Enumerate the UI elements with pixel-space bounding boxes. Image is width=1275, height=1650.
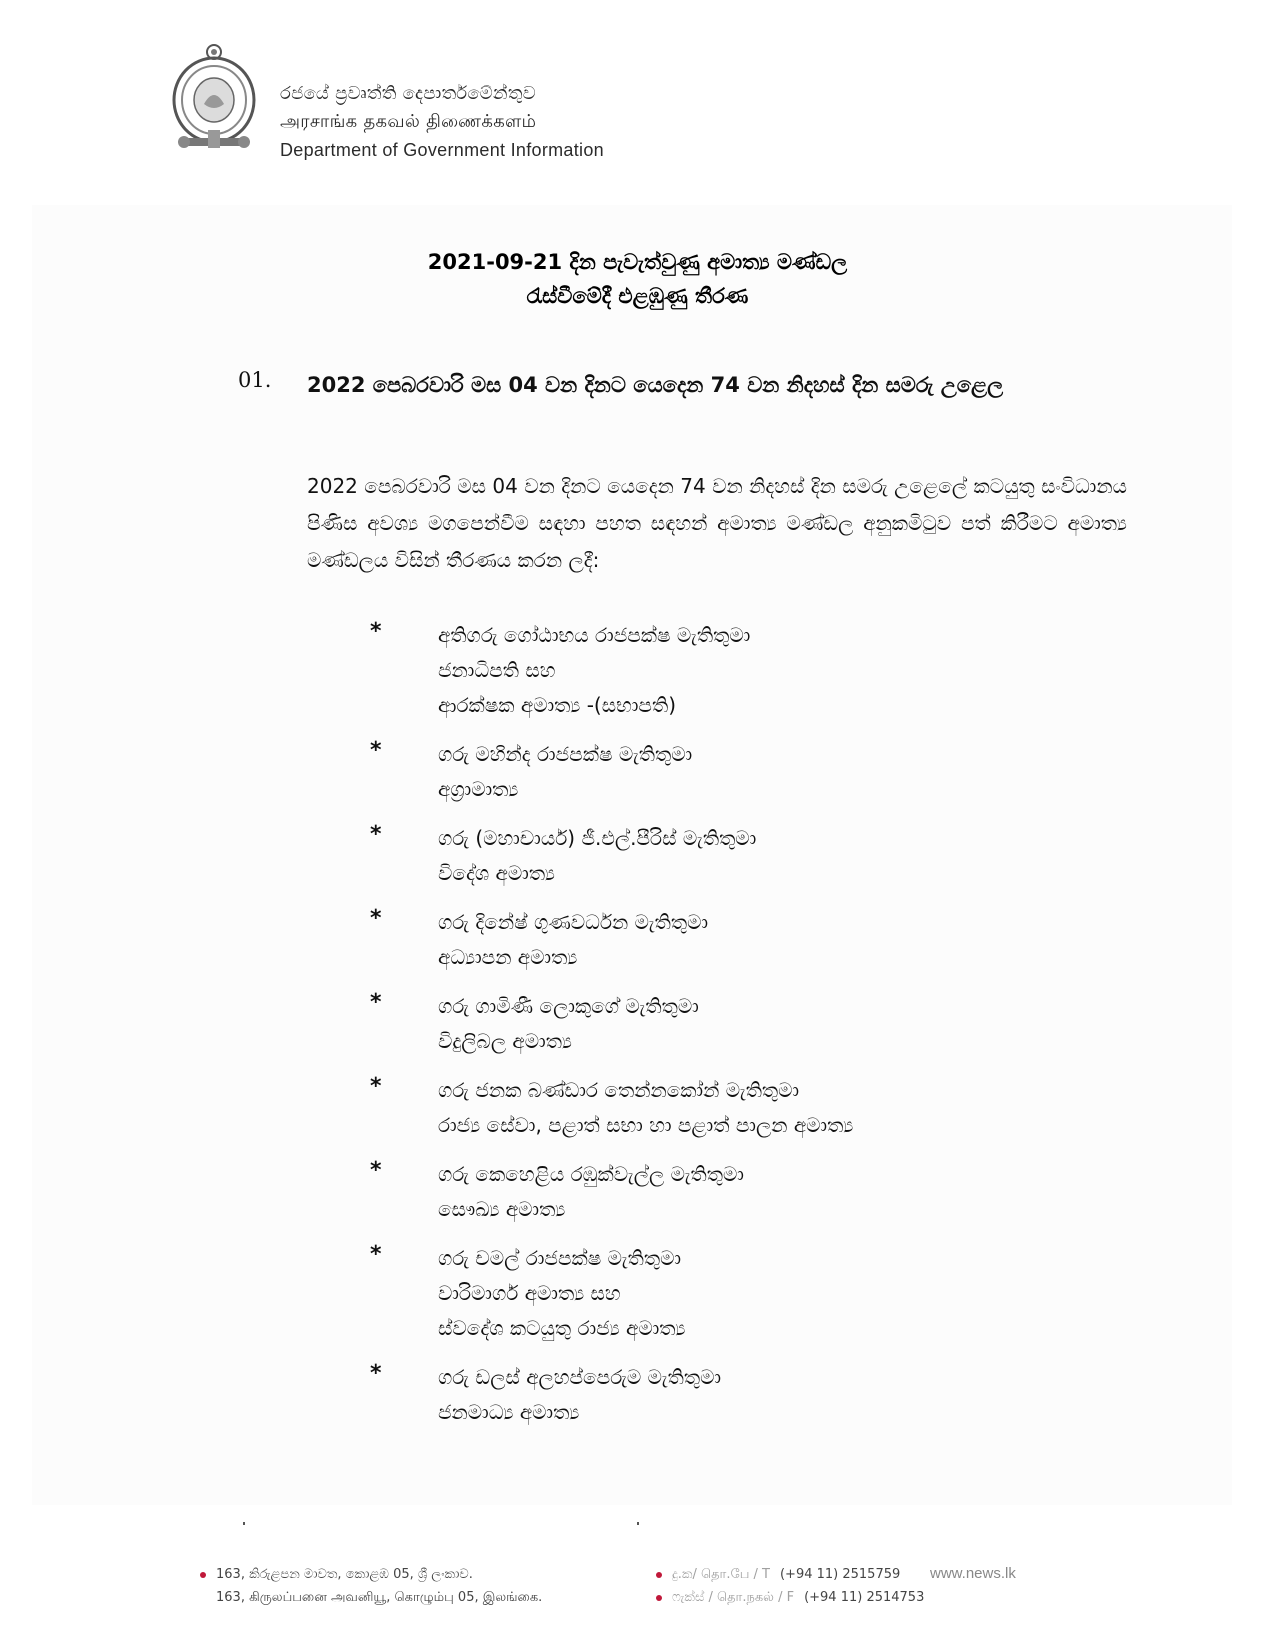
member-portfolio: ජනාධිපති සහ bbox=[438, 658, 556, 682]
list-item bbox=[370, 821, 1130, 891]
asterisk-bullet-icon: * bbox=[370, 822, 382, 847]
dept-name-english: Department of Government Information bbox=[280, 140, 604, 160]
list-item bbox=[370, 1241, 1130, 1346]
member-portfolio: වාරිමාර්ග අමාත්‍ය සහ bbox=[438, 1281, 621, 1305]
member-portfolio: අධ්‍යාපන අමාත්‍ය bbox=[438, 945, 578, 969]
member-name: ගරු මහින්ද රාජපක්ෂ මැතිතුමා bbox=[438, 742, 693, 766]
member-name: ගරු දිනේෂ් ගුණවර්ධන මැතිතුමා bbox=[438, 910, 709, 934]
asterisk-bullet-icon: * bbox=[370, 738, 382, 763]
committee-members-list bbox=[370, 618, 1130, 1430]
list-item bbox=[370, 618, 1130, 723]
list-item bbox=[370, 1073, 1130, 1143]
member-name: ගරු ජනක බණ්ඩාර තෙන්නකෝන් මැතිතුමා bbox=[438, 1078, 800, 1102]
asterisk-bullet-icon: * bbox=[370, 1158, 382, 1183]
member-portfolio: සෞඛ්‍ය අමාත්‍ය bbox=[438, 1197, 566, 1221]
dept-name-sinhala: රජයේ ප්‍රවෘත්ති දෙපාර්තමේන්තුව bbox=[280, 83, 537, 104]
fax-line: ෆැක්ස් / தொ.நகல் / F (+94 11) 2514753 bbox=[656, 1586, 924, 1609]
sri-lanka-emblem-icon bbox=[168, 42, 260, 154]
title-line-1: 2021-09-21 දින පැවැත්වුණු අමාත්‍ය මණ්ඩල bbox=[427, 250, 848, 274]
title-line-2: රැස්වීමේදී එළඹුණු තීරණ bbox=[526, 284, 749, 308]
asterisk-bullet-icon: * bbox=[370, 906, 382, 931]
website-link[interactable]: www.news.lk bbox=[930, 1565, 1016, 1582]
member-name: ගරු (මහාචාර්ය) ජී.එල්.පීරිස් මැතිතුමා bbox=[438, 826, 757, 850]
bullet-dot-icon bbox=[200, 1572, 206, 1578]
list-item bbox=[370, 989, 1130, 1059]
document-title bbox=[0, 245, 1275, 313]
item-heading: 2022 පෙබරවාරි මස 04 වන දිනට යෙදෙන 74 වන නිදහස් දින සමරු උළෙල bbox=[307, 373, 1004, 397]
member-portfolio: ස්වදේශ කටයුතු රාජ්‍ය අමාත්‍ය bbox=[438, 1316, 686, 1340]
bullet-dot-icon bbox=[656, 1595, 662, 1601]
item-number: 01. bbox=[238, 368, 272, 392]
member-portfolio: විදුලිබල අමාත්‍ය bbox=[438, 1029, 572, 1053]
dept-name-tamil: அரசாங்க தகவல் திணைக்களம் bbox=[280, 111, 537, 132]
asterisk-bullet-icon: * bbox=[370, 1242, 382, 1267]
member-portfolio: ජනමාධ්‍ය අමාත්‍ය bbox=[438, 1400, 580, 1424]
member-name: ගරු කෙහෙළිය රඹුක්වැල්ල මැතිතුමා bbox=[438, 1162, 744, 1186]
member-name: ගරු ඩලස් අලහප්පෙරුම මැතිතුමා bbox=[438, 1365, 722, 1389]
list-item bbox=[370, 1360, 1130, 1430]
member-name: ගරු චමල් රාජපක්ෂ මැතිතුමා bbox=[438, 1246, 682, 1270]
member-portfolio: රාජ්‍ය සේවා, පළාත් සභා හා පළාත් පාලන අමාත්‍ය bbox=[438, 1113, 854, 1137]
member-portfolio: අග්‍රාමාත්‍ය bbox=[438, 777, 519, 801]
list-item bbox=[370, 1157, 1130, 1227]
bullet-dot-icon bbox=[656, 1572, 662, 1578]
asterisk-bullet-icon: * bbox=[370, 619, 382, 644]
letterhead bbox=[168, 42, 688, 162]
member-name: ගරු ගාමිණී ලොකුගේ මැතිතුමා bbox=[438, 994, 699, 1018]
member-name: අතිගරු ගෝඨාභය රාජපක්ෂ මැතිතුමා bbox=[438, 623, 751, 647]
asterisk-bullet-icon: * bbox=[370, 1361, 382, 1386]
footer bbox=[0, 1555, 1275, 1650]
member-portfolio: ආරක්ෂක අමාත්‍ය -(සභාපති) bbox=[438, 693, 677, 717]
scan-mark bbox=[637, 1522, 639, 1525]
phone-line: දු.ක/ தொ.பே / T (+94 11) 2515759 bbox=[656, 1563, 924, 1586]
scan-mark bbox=[243, 1522, 245, 1525]
list-item bbox=[370, 737, 1130, 807]
list-item bbox=[370, 905, 1130, 975]
asterisk-bullet-icon: * bbox=[370, 1074, 382, 1099]
decision-paragraph: 2022 පෙබරවාරි මස 04 වන දිනට යෙදෙන 74 වන නිදහස් දින සමරු උළෙලේ කටයුතු සංවිධානය පිණිස අවශ්‍ය මගපෙන්වීම සඳහා පහත සඳහන් අමාත්‍ය මණ්ඩල අනුකමිටුව පත් කිරීමට අමාත්‍ය මණ්ඩලය විසින් තීරණය කරන ලදී: bbox=[307, 474, 1127, 572]
asterisk-bullet-icon: * bbox=[370, 990, 382, 1015]
address-tamil: 163, கிருலப்பனை அவனியூ, கொழும்பு 05, இலங்கை. bbox=[216, 1590, 543, 1605]
address-sinhala: 163, කිරුළපන මාවත, කොළඹ 05, ශ්‍රී ලංකාව. bbox=[200, 1563, 542, 1586]
member-portfolio: විදේශ අමාත්‍ය bbox=[438, 861, 555, 885]
